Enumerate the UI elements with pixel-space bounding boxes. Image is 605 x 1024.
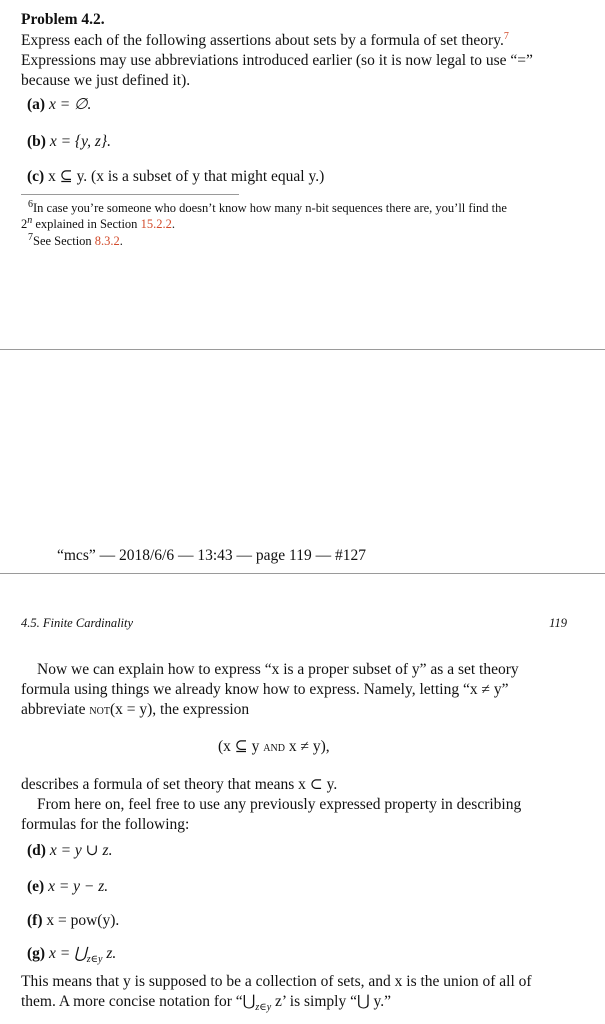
section-link-8-3-2[interactable]: 8.3.2 <box>94 234 120 248</box>
footnote-6-line-2 <box>21 216 175 233</box>
problem-item-f <box>27 911 119 931</box>
item-label: (g) <box>27 945 46 962</box>
page-top-line <box>0 573 605 574</box>
closing-text-end: z’ is simply “⋃ y.” <box>271 993 392 1010</box>
running-header-section: 4.5. Finite Cardinality <box>21 616 134 630</box>
item-label: (e) <box>27 878 45 895</box>
footnote-6-base: 2 <box>21 217 28 231</box>
item-expression: x = y ∪ z. <box>49 842 113 859</box>
problem-item-e <box>27 877 108 897</box>
item-expression: x ⊆ y. (x is a subset of y that might equal y.) <box>48 168 325 185</box>
display-expr-left: (x ⊆ y <box>218 738 264 755</box>
footnote-ref-7[interactable]: 7 <box>503 30 509 42</box>
body-para-1-line-3 <box>21 700 249 721</box>
closing-subscript: z∈y <box>255 1002 272 1013</box>
body-para-2: describes a formula of set theory that means x ⊂ y. <box>21 776 338 793</box>
problem-item-c <box>27 167 324 187</box>
page-stamp: “mcs” — 2018/6/6 — 13:43 — page 119 — #127 <box>57 547 366 564</box>
problem-intro-line-3: because we just defined it). <box>21 72 191 89</box>
display-expr-right: x ≠ y), <box>284 738 330 755</box>
closing-text: them. A more concise notation for “⋃ <box>21 993 256 1010</box>
item-expression: x = pow(y). <box>46 912 120 929</box>
footnote-6-mark: 6 <box>28 198 33 210</box>
problem-intro-line-2: Expressions may use abbreviations introduced earlier (so it is now legal to use “=” <box>21 52 533 69</box>
item-expression: x = {y, z}. <box>49 133 111 150</box>
item-label: (f) <box>27 912 43 929</box>
item-label: (c) <box>27 168 45 185</box>
body-para-1-line-2: formula using things we already know how to express. Namely, letting “x ≠ y” <box>21 681 509 698</box>
footnote-7-mark: 7 <box>28 231 33 243</box>
problem-item-g <box>27 944 116 966</box>
closing-line-2 <box>21 992 391 1014</box>
footnote-6-text: In case you’re someone who doesn’t know how many n-bit sequences there are, you’ll find the <box>33 201 507 215</box>
problem-item-a <box>27 95 91 115</box>
item-label: (b) <box>27 133 46 150</box>
problem-item-d <box>27 841 112 861</box>
footnote-divider <box>21 194 239 195</box>
footnote-7-text: See Section <box>33 234 95 248</box>
footnote-6-line-1 <box>28 200 507 217</box>
footnote-6-text-2: explained in Section <box>32 217 141 231</box>
problem-intro-line-1 <box>21 31 509 51</box>
item-label: (d) <box>27 842 46 859</box>
page-break-line <box>0 349 605 350</box>
and-operator: and <box>263 740 285 755</box>
running-header-page-number: 119 <box>549 616 567 630</box>
closing-line-1: This means that y is supposed to be a collection of sets, and x is the union of all of <box>21 973 532 990</box>
display-expression <box>218 737 330 758</box>
para-1-text: abbreviate <box>21 701 90 718</box>
item-label: (a) <box>27 96 46 113</box>
body-para-3-line-1: From here on, feel free to use any previously expressed property in describing <box>37 796 522 813</box>
problem-item-b <box>27 132 111 152</box>
footnote-6-exponent: n <box>27 214 33 226</box>
item-g-expr: x = ⋃ <box>48 945 87 962</box>
problem-title: Problem 4.2. <box>21 11 105 28</box>
footnote-6-end: . <box>171 217 175 231</box>
item-g-subscript: z∈y <box>86 954 103 965</box>
section-link-15-2-2[interactable]: 15.2.2 <box>140 217 172 231</box>
footnote-7-end: . <box>119 234 123 248</box>
body-para-3-line-2: formulas for the following: <box>21 816 190 833</box>
problem-intro-text-1: Express each of the following assertions about sets by a formula of set theory. <box>21 32 504 49</box>
not-operator: not <box>89 703 110 718</box>
footnote-7 <box>28 233 123 250</box>
item-expression: x = y − z. <box>48 878 109 895</box>
para-1-text-end: (x = y), the expression <box>109 701 250 718</box>
item-g-expr-end: z. <box>102 945 117 962</box>
item-expression: x = ∅. <box>48 96 92 113</box>
body-para-1-line-1: Now we can explain how to express “x is a proper subset of y” as a set theory <box>37 661 519 678</box>
